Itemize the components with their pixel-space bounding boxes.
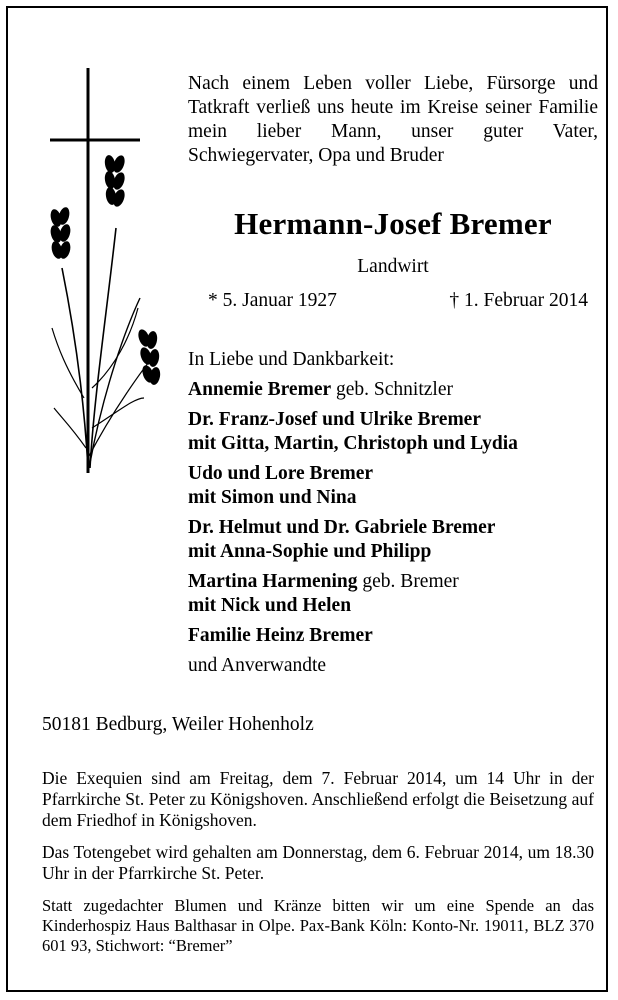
mourner-name: Annemie Bremer bbox=[188, 379, 332, 400]
mourner-line bbox=[188, 540, 608, 564]
life-dates bbox=[208, 290, 588, 312]
occupation: Landwirt bbox=[357, 256, 429, 277]
mourner-suffix: geb. Bremer bbox=[357, 571, 459, 592]
donation-text: Statt zugedachter Blumen und Kränze bitten wir um eine Spende an das Kinderhospiz Haus Balthasar in Olpe. Pax-Bank Köln: Konto-Nr. 19011, BLZ 370 601 93, Stichwort: “Bremer” bbox=[42, 896, 594, 955]
mourner-line bbox=[188, 408, 608, 432]
intro-text: Nach einem Leben voller Liebe, Fürsorge und Tatkraft verließ uns heute im Kreise seiner Familie mein lieber Mann, unser guter Vater, Schwiegervater, Opa und Bruder bbox=[188, 73, 598, 166]
mourner-line bbox=[188, 378, 608, 402]
mourner-name: mit Simon und Nina bbox=[188, 487, 357, 508]
death-date: † 1. Februar 2014 bbox=[449, 290, 588, 311]
mourner-name: mit Anna-Sophie und Philipp bbox=[188, 541, 432, 562]
mourner-name: Dr. Helmut und Dr. Gabriele Bremer bbox=[188, 517, 496, 538]
birth-date: * 5. Januar 1927 bbox=[208, 290, 337, 311]
mourner-line bbox=[188, 624, 608, 648]
deceased-name: Hermann-Josef Bremer bbox=[234, 206, 552, 241]
mourner-name: Familie Heinz Bremer bbox=[188, 625, 373, 646]
cross-with-wheat-icon bbox=[44, 68, 174, 488]
mourner-name: Dr. Franz-Josef und Ulrike Bremer bbox=[188, 409, 481, 430]
mourner-suffix: geb. Schnitzler bbox=[331, 379, 453, 400]
mourner-name: Martina Harmening bbox=[188, 571, 358, 592]
mourner-line bbox=[188, 570, 608, 594]
mourner-line bbox=[188, 462, 608, 486]
mourner-line bbox=[188, 594, 608, 618]
mourners-list bbox=[188, 348, 608, 678]
mourner-name: mit Gitta, Martin, Christoph und Lydia bbox=[188, 433, 518, 454]
mourner-line bbox=[188, 486, 608, 510]
mourner-name: Udo und Lore Bremer bbox=[188, 463, 374, 484]
mourner-line bbox=[188, 516, 608, 540]
address: 50181 Bedburg, Weiler Hohenholz bbox=[42, 714, 314, 735]
prayer-text: Das Totengebet wird gehalten am Donnerstag, dem 6. Februar 2014, um 18.30 Uhr in der Pfarrkirche St. Peter. bbox=[42, 842, 594, 883]
exequies-text: Die Exequien sind am Freitag, dem 7. Februar 2014, um 14 Uhr in der Pfarrkirche St. Peter zu Königshoven. Anschließend erfolgt die Beisetzung auf dem Friedhof in Königshoven. bbox=[42, 768, 594, 830]
obituary-notice bbox=[6, 6, 608, 992]
mourner-line bbox=[188, 432, 608, 456]
gratitude-line: In Liebe und Dankbarkeit: bbox=[188, 349, 395, 370]
mourner-name: mit Nick und Helen bbox=[188, 595, 352, 616]
relatives-line: und Anverwandte bbox=[188, 655, 327, 676]
